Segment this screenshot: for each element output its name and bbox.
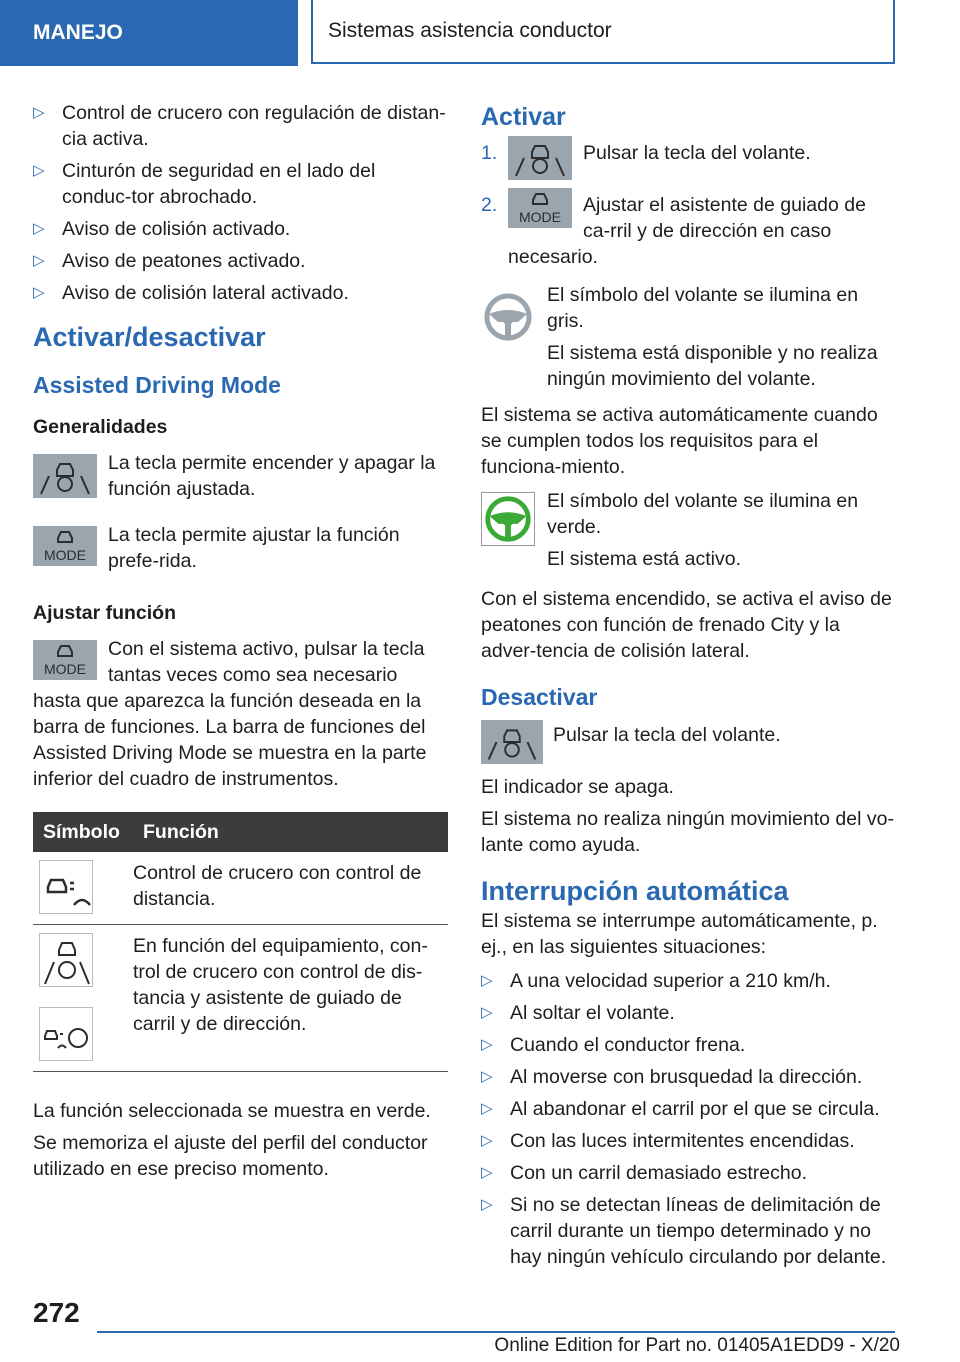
triangle-bullet-icon: ▷ <box>33 104 45 121</box>
mode-key-icon <box>33 640 97 680</box>
triangle-bullet-icon: ▷ <box>481 1132 493 1149</box>
key-description: Pulsar la tecla del volante. <box>481 722 896 770</box>
step-1: 1. Pulsar la tecla del volante. <box>481 140 896 188</box>
svg-text:MODE: MODE <box>44 661 86 677</box>
steering-assist-key-icon <box>481 720 543 764</box>
key-description: La tecla permite encender y apagar la función ajustada. <box>33 450 448 502</box>
table-row: En función del equipamiento, con‐trol de crucero con control de dis‐tancia y asistente de guiado de carril y de dirección. <box>33 925 448 1072</box>
heading-assisted-driving-mode: Assisted Driving Mode <box>33 372 281 398</box>
step-2: 2. MODE Ajustar el asistente de guiado de ca‐rril y de dirección en caso necesario. <box>481 192 896 270</box>
triangle-bullet-icon: ▷ <box>481 972 493 989</box>
list-item: ▷ Aviso de colisión activado. <box>33 218 291 240</box>
heading-ajustar-funcion: Ajustar función <box>33 602 177 624</box>
triangle-bullet-icon: ▷ <box>481 1164 493 1181</box>
heading-desactivar: Desactivar <box>481 684 598 710</box>
list-item: ▷ A una velocidad superior a 210 km/h. <box>481 970 831 992</box>
triangle-bullet-icon: ▷ <box>481 1068 493 1085</box>
paragraph: Con el sistema encendido, se activa el aviso de peatones con función de frenado City y la adver‐tencia de colisión lateral. <box>481 588 892 662</box>
ajustar-paragraph: MODE Con el sistema activo, pulsar la tecla tantas veces como sea necesario hasta que aparezca la función deseada en la barra de funciones. La barra de funciones del Assisted Driving Mode se muestra en la parte inferior del cuadro de instrumentos. <box>33 638 427 790</box>
triangle-bullet-icon: ▷ <box>481 1036 493 1053</box>
list-item: ▷ Control de crucero con regulación de distan‐cia activa. <box>33 102 446 150</box>
steering-assist-symbol-icon <box>39 933 93 987</box>
list-item: ▷ Al abandonar el carril por el que se circula. <box>481 1098 880 1120</box>
paragraph: El sistema no realiza ningún movimiento del vo‐lante como ayuda. <box>481 808 894 856</box>
list-item: ▷ Cuando el conductor frena. <box>481 1034 746 1056</box>
steering-wheel-green-icon <box>481 492 535 546</box>
right-column <box>481 100 896 1276</box>
chapter-title: Sistemas asistencia conductor <box>328 19 612 42</box>
svg-text:MODE: MODE <box>519 209 561 225</box>
list-item: ▷ Cinturón de seguridad en el lado del conduc‐tor abrochado. <box>33 160 376 208</box>
steering-assist-key-icon <box>33 454 97 498</box>
mode-key-icon <box>508 188 572 228</box>
list-item: ▷ Si no se detectan líneas de delimitación de carril durante un tiempo determinado y no hay ningún vehículo circulando por delante. <box>481 1194 887 1268</box>
triangle-bullet-icon: ▷ <box>33 284 45 301</box>
triangle-bullet-icon: ▷ <box>33 220 45 237</box>
svg-text:MODE: MODE <box>44 547 86 563</box>
paragraph: La función seleccionada se muestra en verde. <box>33 1100 431 1122</box>
mode-key-icon <box>33 526 97 566</box>
list-item: ▷ Con un carril demasiado estrecho. <box>481 1162 807 1184</box>
steering-assist-key-icon <box>508 136 572 180</box>
triangle-bullet-icon: ▷ <box>481 1196 493 1213</box>
paragraph: El indicador se apaga. <box>481 776 674 798</box>
page-number: 272 <box>33 1297 80 1328</box>
list-item: ▷ Con las luces intermitentes encendidas. <box>481 1130 855 1152</box>
green-wheel-description: El símbolo del volante se ilumina en verde. El sistema está activo. <box>481 488 896 572</box>
list-item: ▷ Aviso de colisión lateral activado. <box>33 282 349 304</box>
table-header-symbol: Símbolo <box>33 812 133 852</box>
key-description: MODE La tecla permite ajustar la función prefe‐rida. <box>33 522 448 574</box>
table-header-function: Función <box>133 812 448 852</box>
list-item: ▷ Al soltar el volante. <box>481 1002 675 1024</box>
grey-wheel-description: El símbolo del volante se ilumina en gris. El sistema está disponible y no realiza ningún movimiento del volante. <box>481 282 896 392</box>
symbol-table <box>33 812 448 1072</box>
paragraph: El sistema se interrumpe automáticamente, p. ej., en las siguientes situaciones: <box>481 910 878 958</box>
interruption-list <box>481 968 896 1270</box>
paragraph: El sistema se activa automáticamente cuando se cumplen todos los requisitos para el funciona‐miento. <box>481 404 878 478</box>
triangle-bullet-icon: ▷ <box>33 162 45 179</box>
triangle-bullet-icon: ▷ <box>33 252 45 269</box>
heading-generalidades: Generalidades <box>33 416 168 438</box>
list-item: ▷ Al moverse con brusquedad la dirección. <box>481 1066 863 1088</box>
paragraph: Se memoriza el ajuste del perfil del conductor utilizado en ese preciso momento. <box>33 1132 428 1180</box>
heading-activar: Activar <box>481 103 566 131</box>
section-label: MANEJO <box>33 21 123 44</box>
heading-activar-desactivar: Activar/desactivar <box>33 322 266 352</box>
list-item: ▷ Aviso de peatones activado. <box>33 250 306 272</box>
cruise-steering-symbol-icon <box>39 1007 93 1061</box>
left-column <box>33 100 448 1182</box>
distance-cruise-symbol-icon <box>39 860 93 914</box>
section-tab <box>0 0 298 66</box>
heading-interrupcion-automatica: Interrupción automática <box>481 876 789 906</box>
edition-footer: Online Edition for Part no. 01405A1EDD9 - X/20 <box>494 1335 900 1356</box>
triangle-bullet-icon: ▷ <box>481 1100 493 1117</box>
table-row: Control de crucero con control de distancia. <box>33 852 448 925</box>
chapter-header <box>311 0 895 64</box>
steering-wheel-grey-icon <box>481 290 535 344</box>
triangle-bullet-icon: ▷ <box>481 1004 493 1021</box>
